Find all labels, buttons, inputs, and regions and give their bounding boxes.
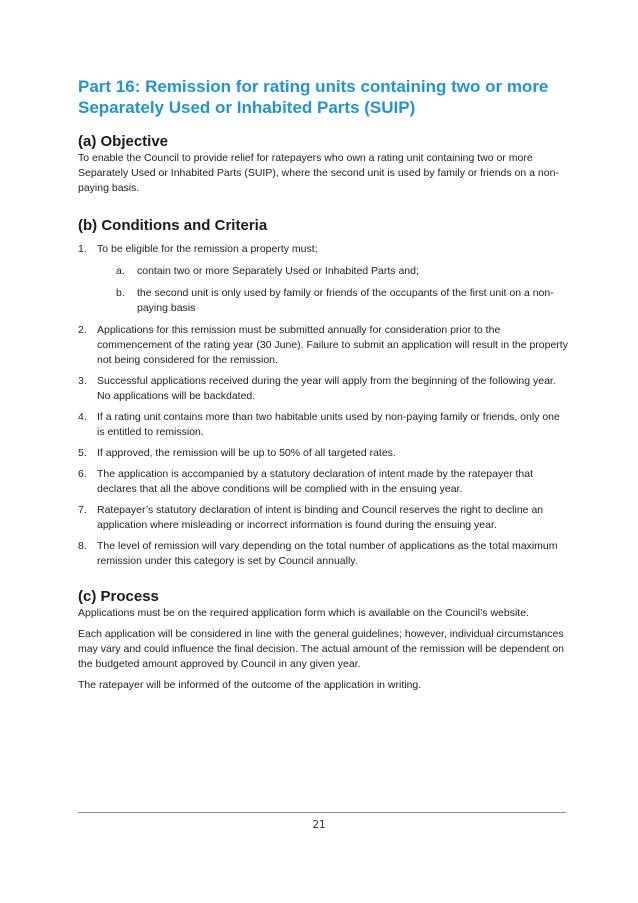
process-heading: (c) Process: [78, 588, 159, 605]
objective-heading: (a) Objective: [78, 133, 169, 150]
criteria-item-text: Ratepayer’s statutory declaration of intent is binding and Council reserves the right to decline an application where misleading or incorrect information is found during the ensuing year.: [97, 504, 544, 531]
criteria-item-number: 5.: [78, 447, 87, 459]
part-title: [78, 76, 568, 118]
criteria-item: [78, 323, 568, 368]
criteria-item: [78, 503, 568, 533]
criteria-item-text: The application is accompanied by a statutory declaration of intent made by the ratepayer that declares that all the above conditions will be complied with in the ensuing year.: [97, 468, 534, 495]
criteria-item-text: Applications for this remission must be submitted annually for consideration prior to the commencement of the rating year (30 June). Failure to submit an application will result in the property not being considered for the remission.: [97, 324, 568, 366]
criteria-item: [78, 467, 568, 497]
criteria-subitem-letter: b.: [116, 287, 125, 299]
document-body: [78, 76, 568, 693]
objective-paragraph: To enable the Council to provide relief for ratepayers who own a rating unit containing two or more Separately Used or Inhabited Parts (SUIP), where the second unit is used by family or friends on a non-paying basis.: [78, 152, 559, 194]
criteria-item-text: Successful applications received during the year will apply from the beginning of the following year. No applications will be backdated.: [97, 375, 556, 402]
criteria-item-number: 6.: [78, 468, 87, 480]
criteria-item-number: 7.: [78, 504, 87, 516]
process-paragraph: The ratepayer will be informed of the outcome of the application in writing.: [78, 679, 422, 691]
footer-divider: [78, 812, 566, 813]
criteria-item-text: If a rating unit contains more than two habitable units used by non-paying family or friends, only one is entitled to remission.: [97, 411, 560, 438]
criteria-list: [78, 242, 568, 569]
part-title-line-1: Part 16: Remission for rating units containing two or more: [78, 77, 549, 96]
criteria-item: [78, 539, 568, 569]
process-paragraph: Applications must be on the required application form which is available on the Council’s website.: [78, 607, 529, 619]
criteria-item: [78, 410, 568, 440]
criteria-item-number: 1.: [78, 243, 87, 255]
criteria-item-number: 8.: [78, 540, 87, 552]
criteria-item: [78, 446, 568, 461]
criteria-subitem-text: contain two or more Separately Used or Inhabited Parts and;: [137, 265, 419, 277]
criteria-item: [78, 242, 568, 316]
criteria-subitem-text: the second unit is only used by family or friends of the occupants of the first unit on a non-paying basis: [137, 287, 554, 314]
criteria-item: [78, 374, 568, 404]
page-number: 21: [312, 819, 326, 831]
criteria-item-number: 3.: [78, 375, 87, 387]
criteria-item-text: The level of remission will vary depending on the total number of applications as the total maximum remission under this category is set by Council annually.: [97, 540, 558, 567]
conditions-heading: (b) Conditions and Criteria: [78, 217, 268, 234]
criteria-subitem: [97, 264, 568, 279]
criteria-item-text: To be eligible for the remission a property must;: [97, 243, 318, 255]
process-paragraph: Each application will be considered in line with the general guidelines; however, individual circumstances may vary and could influence the final decision. The actual amount of the remission will be dependent on the budgeted amount approved by Council in any given year.: [78, 628, 565, 670]
criteria-item-text: If approved, the remission will be up to 50% of all targeted rates.: [97, 447, 396, 459]
criteria-sublist: [97, 264, 568, 316]
criteria-item-number: 2.: [78, 324, 87, 336]
criteria-item-number: 4.: [78, 411, 87, 423]
criteria-subitem: [97, 286, 568, 316]
part-title-line-2: Separately Used or Inhabited Parts (SUIP): [78, 98, 416, 117]
criteria-subitem-letter: a.: [116, 265, 125, 277]
